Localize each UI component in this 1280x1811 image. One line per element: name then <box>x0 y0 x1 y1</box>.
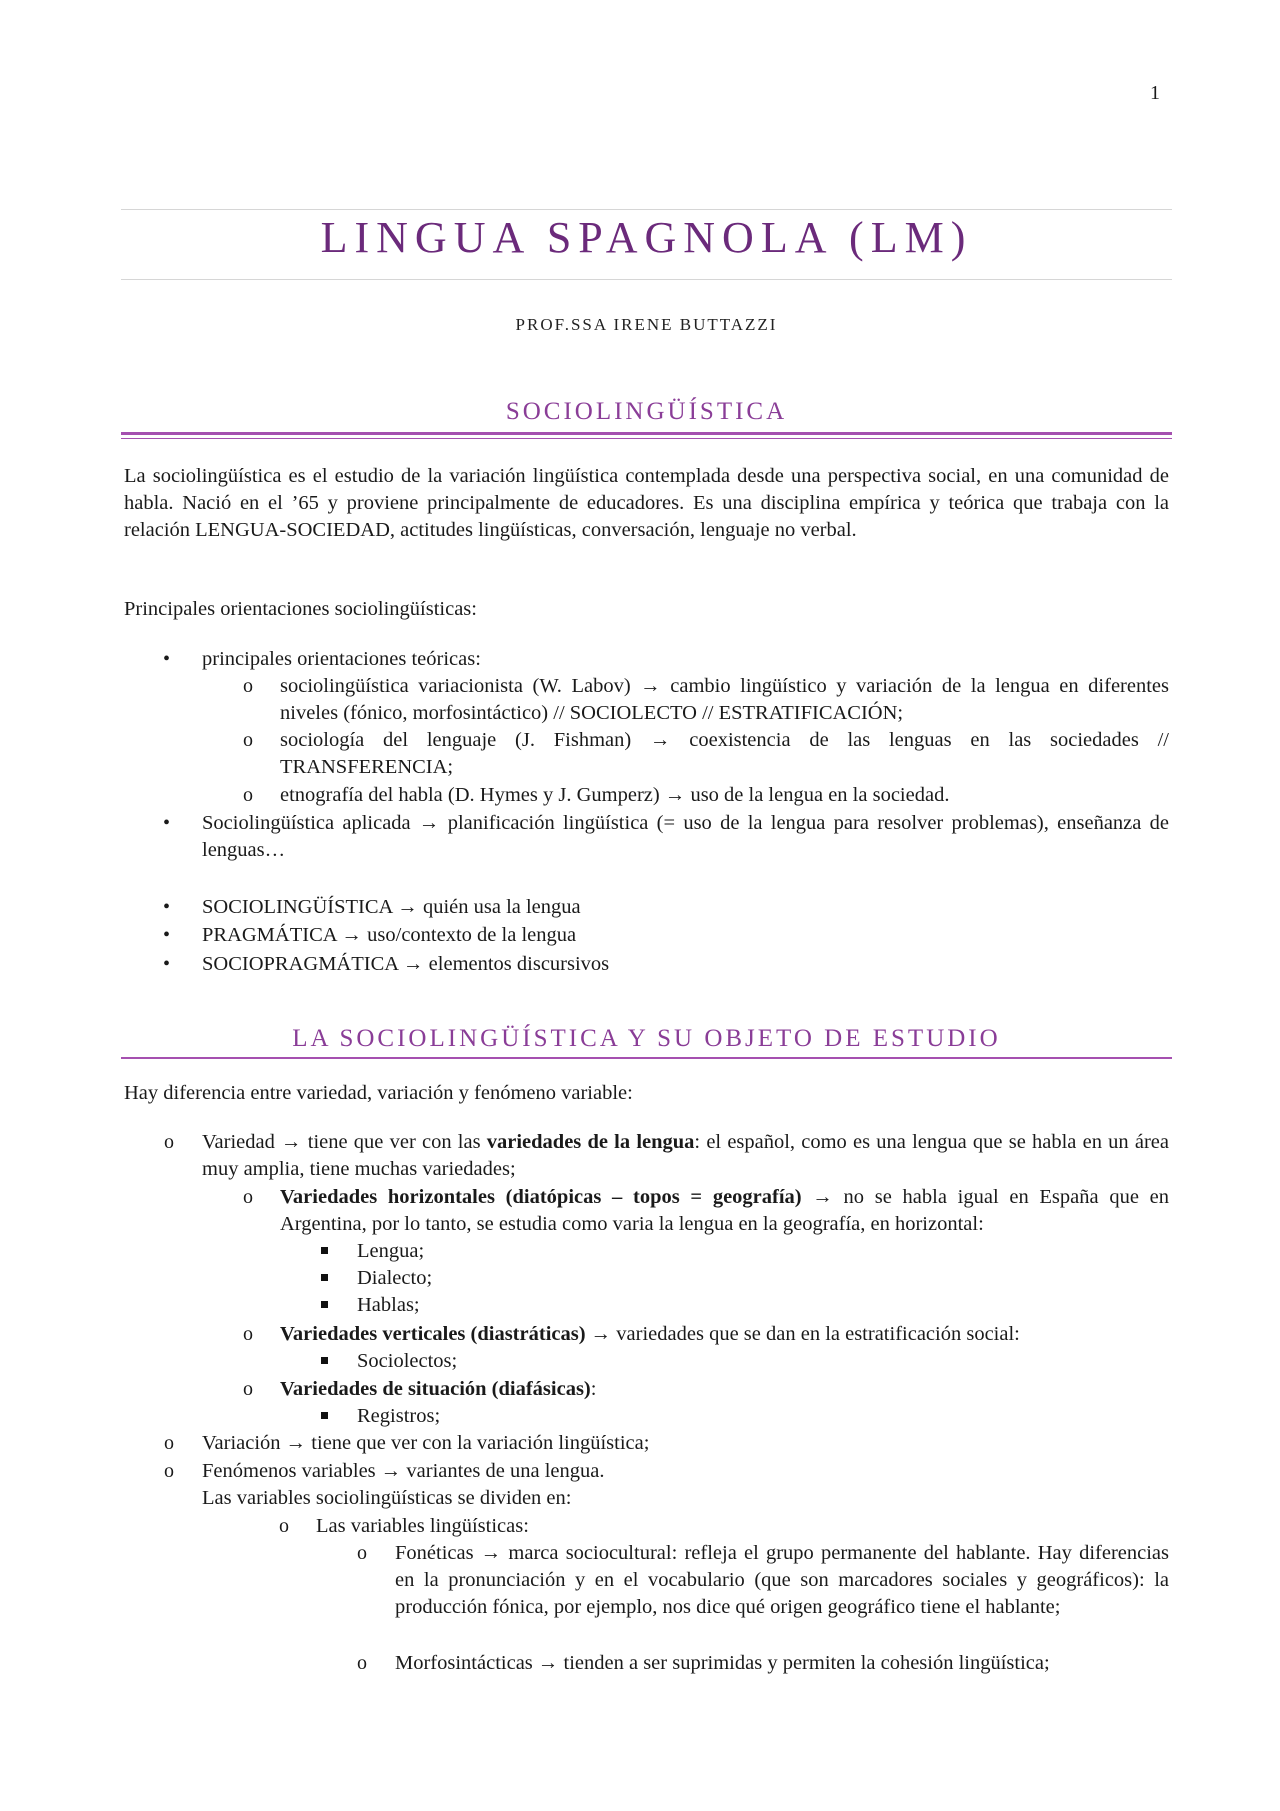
list-item: Lengua; <box>357 1240 425 1262</box>
bold-term: Variedades verticales (diastráticas) <box>280 1323 586 1345</box>
section2-intro: Hay diferencia entre variedad, variación y fenómeno variable: <box>124 1082 633 1104</box>
list-item: Morfosintácticas → tienden a ser suprimidas y permiten la cohesión lingüística; <box>395 1652 1050 1674</box>
circle-marker: o <box>243 784 253 806</box>
title-bottom-rule <box>121 279 1172 280</box>
list-item: Fonéticas → marca sociocultural: refleja el grupo permanente del hablante. Hay diferencias en la pronunciación y en el vocabulario (que son marcadores sociales y geográficos): la producción fónica, por ejemplo, nos dice qué origen geográfico tiene el hablante; <box>395 1542 1169 1618</box>
square-bullet <box>321 1247 328 1254</box>
square-bullet <box>321 1357 328 1364</box>
list-item-continuation: Las variables sociolingüísticas se dividen en: <box>202 1487 572 1509</box>
list-item-horizontales <box>280 1184 1169 1238</box>
list-item: Dialecto; <box>357 1267 433 1289</box>
list-item: sociolingüística variacionista (W. Labov) → cambio lingüístico y variación de la lengua en diferentes niveles (fónico, morfosintáctico) // SOCIOLECTO // ESTRATIFICACIÓN; <box>280 675 1169 724</box>
text-run: Variedad → tiene que ver con las <box>202 1131 487 1153</box>
circle-marker: o <box>357 1652 367 1674</box>
list-item: Fenómenos variables → variantes de una lengua. <box>202 1460 605 1482</box>
list-item: Variación → tiene que ver con la variación lingüística; <box>202 1432 650 1454</box>
list-item-verticales <box>280 1321 1020 1348</box>
bullet-dot: • <box>163 896 171 918</box>
section-heading-rule <box>121 1057 1172 1059</box>
list-item: Sociolingüística aplicada → planificación lingüística (= uso de la lengua para resolver problemas), enseñanza de lenguas… <box>202 812 1169 861</box>
circle-marker: o <box>164 1460 174 1482</box>
bold-term: Variedades de situación (diafásicas) <box>280 1378 591 1400</box>
list-item: principales orientaciones teóricas: <box>202 648 481 670</box>
title-top-rule <box>121 209 1172 210</box>
intro-paragraph: La sociolingüística es el estudio de la variación lingüística contemplada desde una perspectiva social, en una comunidad de habla. Nació en el ’65 y proviene principalmente de educadores. Es una disciplina empírica y teórica que trabaja con la relación LENGUA-SOCIEDAD, actitudes lingüísticas, conversación, lenguaje no verbal. <box>124 465 1169 541</box>
list-item: PRAGMÁTICA → uso/contexto de la lengua <box>202 924 577 946</box>
section-heading-rule <box>121 432 1172 439</box>
square-bullet <box>321 1301 328 1308</box>
orientations-label: Principales orientaciones sociolingüísticas: <box>124 598 477 620</box>
bullet-dot: • <box>163 924 171 946</box>
circle-marker: o <box>243 675 253 697</box>
document-title: LINGUA SPAGNOLA (LM) <box>320 213 973 262</box>
section-heading-objeto: LA SOCIOLINGÜÍSTICA Y SU OBJETO DE ESTUDIO <box>292 1025 1001 1052</box>
list-item: etnografía del habla (D. Hymes y J. Gumperz) → uso de la lengua en la sociedad. <box>280 784 950 806</box>
list-item: Las variables lingüísticas: <box>316 1515 529 1537</box>
bullet-dot: • <box>163 812 171 834</box>
list-item: sociología del lenguaje (J. Fishman) → coexistencia de las lenguas en las sociedades // TRANSFERENCIA; <box>280 729 1169 778</box>
circle-marker: o <box>243 1323 253 1345</box>
bullet-dot: • <box>163 953 171 975</box>
circle-marker: o <box>164 1131 174 1153</box>
circle-marker: o <box>164 1432 174 1454</box>
text-run: : <box>590 1378 597 1400</box>
circle-marker: o <box>243 729 253 751</box>
circle-marker: o <box>279 1515 289 1537</box>
text-run: : el español, como es una lengua que se habla en un área muy amplia, tiene muchas variedades; <box>202 1131 1169 1180</box>
square-bullet <box>321 1274 328 1281</box>
list-item: Hablas; <box>357 1294 420 1316</box>
list-item-situacion <box>280 1376 596 1403</box>
circle-marker: o <box>243 1186 253 1208</box>
professor-name: PROF.SSA IRENE BUTTAZZI <box>515 315 778 334</box>
list-item: Sociolectos; <box>357 1350 458 1372</box>
bullet-dot: • <box>163 648 171 670</box>
bold-term: variedades de la lengua <box>486 1131 695 1153</box>
list-item-variedad <box>202 1129 1169 1183</box>
square-bullet <box>321 1412 328 1419</box>
section-heading-sociolinguistica: SOCIOLINGÜÍSTICA <box>505 398 788 425</box>
circle-marker: o <box>243 1378 253 1400</box>
list-item: SOCIOPRAGMÁTICA → elementos discursivos <box>202 953 610 975</box>
circle-marker: o <box>357 1542 367 1564</box>
list-item: SOCIOLINGÜÍSTICA → quién usa la lengua <box>202 896 581 918</box>
bold-term: Variedades horizontales (diatópicas – topos = geografía) <box>280 1186 802 1208</box>
list-item: Registros; <box>357 1405 441 1427</box>
text-run: → no se habla igual en España que en Argentina, por lo tanto, se estudia como varia la lengua en la geografía, en horizontal: <box>280 1186 1169 1235</box>
text-run: → variedades que se dan en la estratificación social: <box>585 1323 1020 1345</box>
page-number: 1 <box>1150 82 1160 104</box>
